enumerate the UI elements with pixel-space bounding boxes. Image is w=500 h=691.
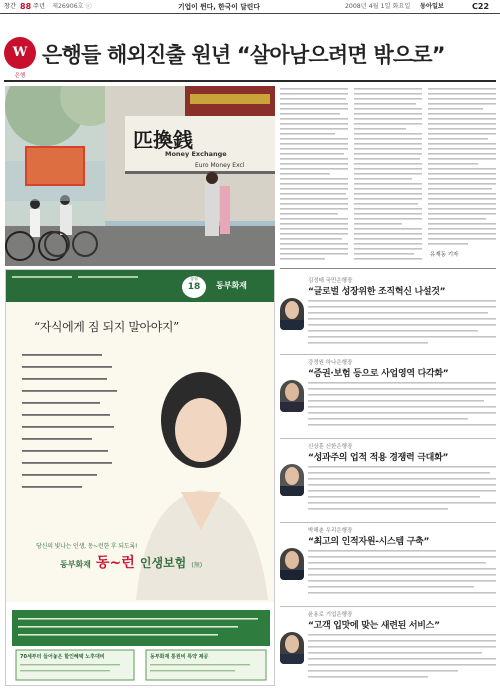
- street-scene-image: [5, 86, 275, 266]
- product-suffix: 인생보험: [139, 556, 187, 570]
- ceo-item-text: [308, 634, 496, 684]
- paper-name: 동아일보: [420, 3, 444, 10]
- insurer-logo: 동부화재: [216, 281, 247, 290]
- ceo-portrait: [280, 548, 304, 580]
- issue-date: 2008년 4월 1일 화요일: [345, 3, 411, 10]
- badge-label: 창립: [190, 276, 198, 281]
- ceo-portrait: [280, 380, 304, 412]
- ceo-quote-title: “증권·보험 등으로 사업영역 다각화”: [308, 369, 449, 379]
- bank-logo-caption: 은행: [14, 73, 26, 79]
- ad-body-copy: [22, 354, 142, 524]
- product-name: 동~런: [96, 555, 135, 571]
- ceo-item: [280, 358, 496, 438]
- ad-fineprint: [14, 614, 272, 644]
- ceo-item: [280, 442, 496, 522]
- anniv-left-label: 창간: [4, 3, 16, 10]
- ceo-name: 윤용로 기업은행장: [308, 612, 353, 618]
- product-name-block: [60, 552, 202, 572]
- lead-photo: [5, 86, 275, 266]
- ceo-item-text: [308, 466, 496, 516]
- ad-bullet-2: 동부화재 통원비 특약 제공: [150, 654, 209, 660]
- ceo-item: [280, 610, 496, 686]
- ad-bullet-1: 70세부터 들어놓은 할인혜택 노후대비: [20, 654, 105, 660]
- product-prefix: 동부화재: [60, 560, 91, 569]
- ceo-portrait: [280, 298, 304, 330]
- ad-quote: “자식에게 짐 되지 말아야지”: [34, 320, 179, 334]
- divider: [280, 438, 496, 439]
- ad-slogan: 당신의 빛나는 인생, 동~런한 후 되도록!: [36, 543, 138, 550]
- anniv-label: 주년: [33, 3, 45, 10]
- page-topbar: [0, 0, 500, 14]
- main-article: [280, 86, 496, 266]
- main-byline: 유재동 기자: [430, 252, 459, 258]
- exchange-sign-sub: Money Exchange: [165, 150, 227, 158]
- exchange-sign: 匹換銭: [133, 128, 193, 152]
- divider: [280, 354, 496, 355]
- headline-banner: [4, 36, 496, 82]
- ceo-quote-title: “글로벌 성장위한 조직혁신 나설것”: [308, 287, 446, 297]
- ceo-item: [280, 526, 496, 606]
- ceo-quote-title: “고객 입맛에 맞는 새련된 서비스”: [308, 621, 440, 631]
- ceo-item-text: [308, 300, 496, 350]
- ceo-quote-title: “성과주의 업적 적용 경쟁력 극대화”: [308, 453, 449, 463]
- main-article-text: [280, 86, 496, 266]
- ad-bullet-details: [20, 662, 270, 676]
- ceo-name: 박해춘 우리은행장: [308, 528, 353, 534]
- edition-number: 제26906호 ⓒ: [52, 3, 92, 10]
- ceo-portrait: [280, 632, 304, 664]
- badge-number: 18: [187, 282, 201, 292]
- bank-logo-icon: W: [4, 37, 36, 69]
- divider: [280, 606, 496, 607]
- anniv-number: 88: [20, 2, 32, 11]
- ceo-name: 김정태 국민은행장: [308, 278, 353, 284]
- ceo-name: 신상훈 신한은행장: [308, 444, 353, 450]
- divider: [280, 522, 496, 523]
- page-headline: 은행들 해외진출 원년 “살아남으려면 밖으로”: [42, 43, 445, 67]
- page-number: C22: [472, 2, 490, 11]
- exchange-sign-sub2: Euro Money Excl: [195, 162, 245, 169]
- section-divider: [280, 268, 496, 269]
- ceo-name: 강정원 하나은행장: [308, 360, 353, 366]
- ad-top-strip: [12, 274, 138, 280]
- anniversary-badge: [182, 276, 206, 298]
- ceo-portrait: [280, 464, 304, 496]
- series-title: 기업이 뛴다, 한국이 달린다: [178, 3, 260, 11]
- product-tag: (無): [191, 562, 203, 569]
- ceo-quote-title: “최고의 인적자원-시스템 구축”: [308, 537, 430, 547]
- ceo-item-text: [308, 382, 496, 432]
- ceo-item-text: [308, 550, 496, 600]
- ceo-sidebar: [280, 272, 496, 686]
- ceo-item: [280, 272, 496, 352]
- insurance-ad: [5, 269, 275, 686]
